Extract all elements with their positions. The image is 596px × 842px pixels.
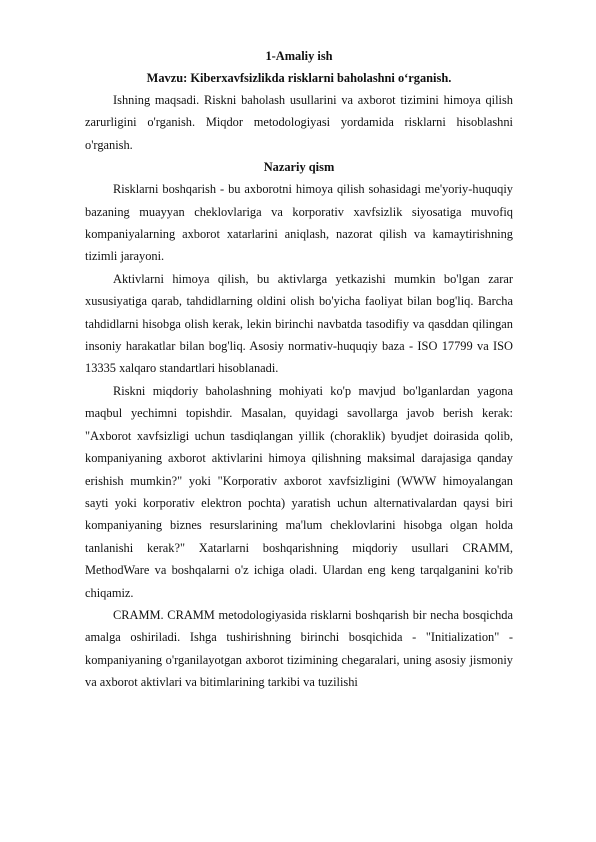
body-paragraph: CRAMM. CRAMM metodologiyasida risklarni boshqarish bir necha bosqichda amalga oshiriladi. Ishga tushirishning birinchi bosqichida - "Initialization" - kompaniyaning o'rganilayotgan axborot tizimining chegaralari, uning asosiy jismoniy va axborot aktivlari va bitimlarining tarkibi va tuzilishi bbox=[85, 607, 513, 690]
document-title: 1-Amaliy ish bbox=[265, 49, 333, 63]
document-page bbox=[85, 45, 513, 694]
goal-paragraph: Ishning maqsadi. Riskni baholash usullarini va axborot tizimini himoya qilish zarurligini o'rganish. Miqdor metodologiyasi yordamida risklarni hisoblashni o'rganish. bbox=[85, 93, 513, 152]
section-title: Nazariy qism bbox=[263, 160, 335, 175]
body-paragraph: Risklarni boshqarish - bu axborotni himoya qilish sohasidagi me'yoriy-huquqiy bazaning muayyan cheklovlariga va korporativ xavfsizlik siyosatiga muvofiq kompaniyalarning axborot xatarlarini aniqlash, nazorat qilish va kamaytirishning tizimli jarayoni. bbox=[85, 182, 513, 264]
body-paragraph: Aktivlarni himoya qilish, bu aktivlarga yetkazishi mumkin bo'lgan zarar xususiyatiga qarab, tahdidlarning oldini olish bo'yicha faoliyat bilan bog'liq. Barcha tahdidlarni hisobga olish kerak, lekin birinchi navbatda tasodifiy va qasddan qilingan insoniy harakatlar bilan bog'liq. Asosiy normativ-huquqiy baza - ISO 17799 va ISO 13335 xalqaro standartlari hisoblanadi. bbox=[85, 271, 513, 376]
document-subject: Mavzu: Kiberxavfsizlikda risklarni baholashni o‘rganish. bbox=[146, 71, 452, 85]
body-paragraph: Riskni miqdoriy baholashning mohiyati ko'p mavjud bo'lganlardan yagona maqbul yechimni topishdir. Masalan, quyidagi savollarga javob berish kerak: "Axborot xavfsizligi uchun tasdiqlangan yillik (choraklik) byudjet doirasida qolib, kompaniyaning axborot aktivlarini himoya qilishning maksimal darajasiga qanday erishish mumkin?" yoki "Korporativ axborot xavfsizligini (WWW himoyalangan sayti yoki korporativ elektron pochta) yaratish uchun alternativalardan qaysi biri kompaniyaning biznes resurslarining ma'lum cheklovlarini hisobga olgan holda tanlanishi kerak?" Xatarlarni boshqarishning miqdoriy usullari CRAMM, MethodWare va boshqalarni o'z ichiga oladi. Ulardan eng keng tarqalganini ko'rib chiqamiz. bbox=[85, 383, 513, 600]
